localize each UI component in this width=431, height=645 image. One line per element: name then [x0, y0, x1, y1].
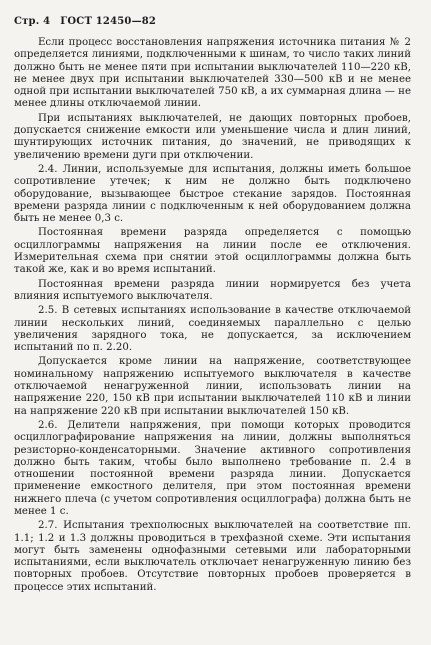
paragraph: 2.5. В сетевых испытаниях использование в качестве отключаемой линии нескольких линий, соединяемых параллельно с целью увеличения зарядного тока, не допускается, за исключением испытаний по п. 2.20.	[14, 305, 411, 354]
page-header	[14, 16, 411, 27]
paragraph: При испытаниях выключателей, не дающих повторных пробоев, допускается снижение емкости или уменьшение числа и длин линий, шунтирующих источник питания, до значений, не приводящих к увеличению времени дуги при отключении.	[14, 112, 411, 161]
paragraph: Допускается кроме линии на напряжение, соответствующее номинальному напряжению испытуемого выключателя в качестве отключаемой ненагруженной линии, использовать линии на напряжение 220, 150 кВ при испытании выключателей 110 кВ и линии на напряжение 220 кВ при испытании выключателей 150 кВ.	[14, 356, 411, 417]
paragraph: 2.4. Линии, используемые для испытания, должны иметь большое сопротивление утечек; к ним не должно быть подключено оборудование, вызывающее быстрое стекание зарядов. Постоянная времени разряда линии с подключенным к ней оборудованием должна быть не менее 0,3 с.	[14, 163, 411, 225]
paragraph: 2.6. Делители напряжения, при помощи которых проводится осциллографирование напряжения на линии, должны выполняться резисторно-конденсаторными. Значение активного сопротивления должно быть таким, чтобы было выполнено требование п. 2.4 в отношении постоянной времени разряда линии. Допускается применение емкостного делителя, при этом постоянная времени нижнего плеча (с учетом сопротивления осциллографа) должна быть не менее 1 с.	[14, 419, 411, 517]
paragraph: Постоянная времени разряда определяется с помощью осциллограммы напряжения на линии после ее отключения. Измерительная схема при снятии этой осциллограммы должна быть такой же, как и во время испытаний.	[14, 227, 411, 276]
paragraph: Если процесс восстановления напряжения источника питания № 2 определяется линиями, подключенными к шинам, то число таких линий должно быть не менее пяти при испытании выключателей 110—220 кВ, не менее двух при испытании выключателей 330—500 кВ и не менее одной при испытании выключателей 750 кВ, а их суммарная длина — не менее длины отключаемой линии.	[14, 37, 411, 110]
page-number: Стр. 4	[14, 16, 51, 27]
paragraph: Постоянная времени разряда линии нормируется без учета влияния испытуемого выключателя.	[14, 278, 411, 302]
document-body	[14, 37, 411, 594]
paragraph: 2.7. Испытания трехполюсных выключателей на соответствие пп. 1.1; 1.2 и 1.3 должны проводиться в трехфазной схеме. Эти испытания могут быть заменены однофазными сетевыми или лабораторными испытаниями, если выключатель отключает ненагруженную линию без повторных пробоев. Отсутствие повторных пробоев проверяется в процессе этих испытаний.	[14, 520, 411, 593]
standard-designation: ГОСТ 12450—82	[60, 16, 157, 27]
